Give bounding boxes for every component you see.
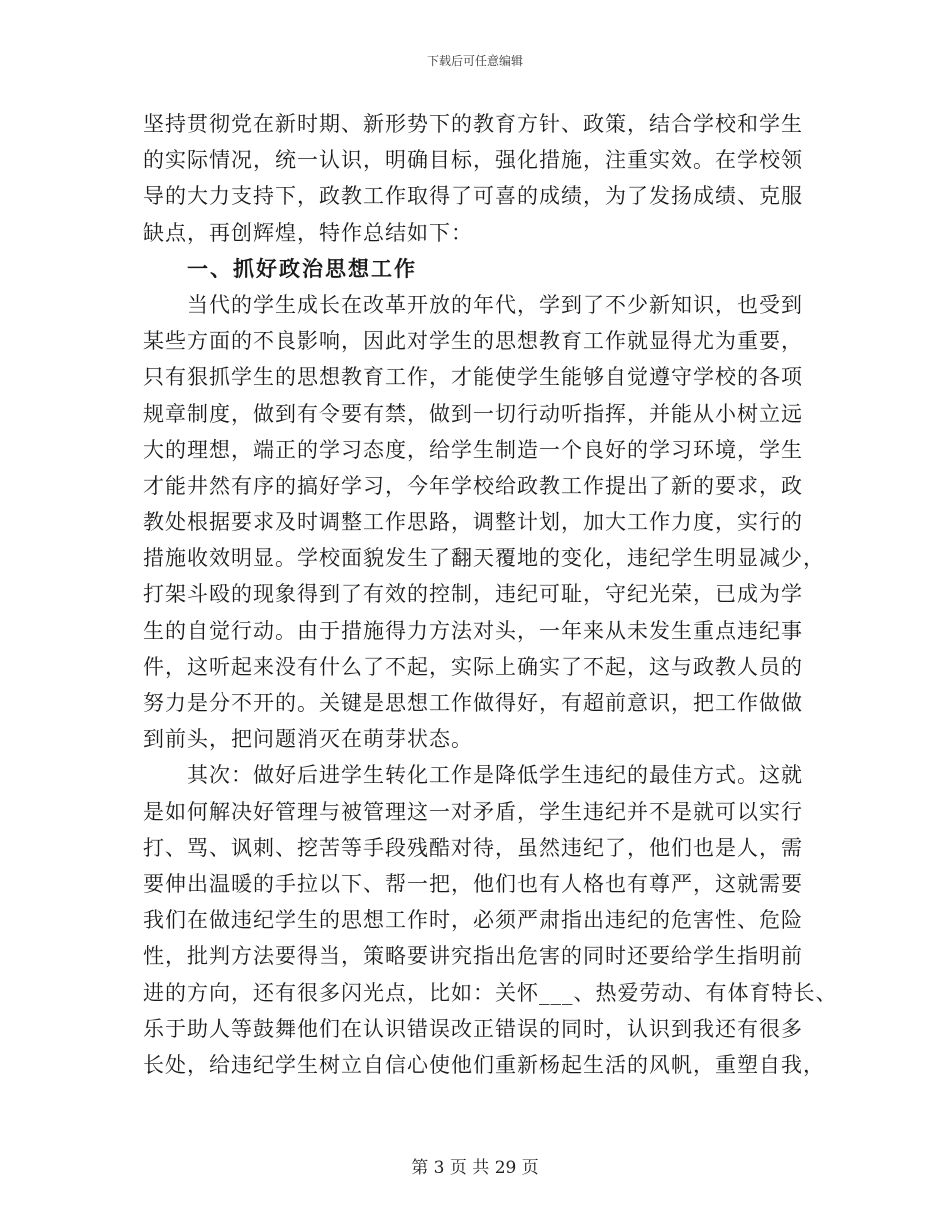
text-line: 打、骂、讽刺、挖苦等手段残酷对待，虽然违纪了，他们也是人，需 bbox=[143, 835, 803, 860]
text-line: 乐于助人等鼓舞他们在认识错误改正错误的同时，认识到我还有很多 bbox=[143, 1016, 803, 1041]
text-line: 导的大力支持下，政教工作取得了可喜的成绩，为了发扬成绩、克服 bbox=[143, 184, 803, 209]
section-heading: 一、抓好政治思想工作 bbox=[187, 255, 417, 281]
text-line: 是如何解决好管理与被管理这一对矛盾，学生违纪并不是就可以实行 bbox=[143, 799, 803, 824]
text-line: 只有狠抓学生的思想教育工作，才能使学生能够自觉遵守学校的各项 bbox=[143, 365, 803, 390]
text-line: 要伸出温暖的手拉以下、帮一把，他们也有人格也有尊严，这就需要 bbox=[143, 871, 803, 896]
text-line: 性，批判方法要得当，策略要讲究指出危害的同时还要给学生指明前 bbox=[143, 944, 803, 969]
text-line: 我们在做违纪学生的思想工作时，必须严肃指出违纪的危害性、危险 bbox=[143, 908, 803, 933]
text-line: 规章制度，做到有令要有禁，做到一切行动听指挥，并能从小树立远 bbox=[143, 401, 803, 426]
text-line: 的实际情况，统一认识，明确目标，强化措施，注重实效。在学校领 bbox=[143, 148, 803, 173]
text-line: 坚持贯彻党在新时期、新形势下的教育方针、政策，结合学校和学生 bbox=[143, 112, 803, 136]
text-line: 缺点，再创辉煌，特作总结如下： bbox=[143, 220, 473, 245]
text-line: 打架斗殴的现象得到了有效的控制，违纪可耻，守纪光荣，已成为学 bbox=[143, 582, 803, 607]
text-line: 生的自觉行动。由于措施得力方法对头，一年来从未发生重点违纪事 bbox=[143, 618, 803, 643]
text-line: 努力是分不开的。关键是思想工作做得好，有超前意识，把工作做做 bbox=[143, 691, 803, 715]
header-note: 下载后可任意编辑 bbox=[426, 54, 523, 68]
text-line: 长处，给违纪学生树立自信心使他们重新杨起生活的风帆，重塑自我， bbox=[143, 1052, 825, 1077]
page-number: 第 3 页 共 29 页 bbox=[411, 1158, 539, 1178]
paragraph-first-line: 当代的学生成长在改革开放的年代，学到了不少新知识，也受到 bbox=[187, 292, 803, 317]
text-line: 措施收效明显。学校面貌发生了翻天覆地的变化，违纪学生明显减少， bbox=[143, 546, 825, 571]
document-body bbox=[143, 106, 838, 1083]
text-line: 进的方向，还有很多闪光点，比如：关怀___、热爱劳动、有体育特长、 bbox=[143, 980, 838, 1005]
text-line: 教处根据要求及时调整工作思路，调整计划，加大工作力度，实行的 bbox=[143, 510, 803, 535]
text-line: 某些方面的不良影响，因此对学生的思想教育工作就显得尤为重要， bbox=[143, 329, 803, 354]
text-line: 才能井然有序的搞好学习，今年学校给政教工作提出了新的要求，政 bbox=[143, 473, 803, 498]
paragraph-first-line: 其次：做好后进学生转化工作是降低学生违纪的最佳方式。这就 bbox=[187, 763, 803, 788]
text-line: 件，这听起来没有什么了不起，实际上确实了不起，这与政教人员的 bbox=[143, 654, 803, 679]
text-line: 大的理想，端正的学习态度，给学生制造一个良好的学习环境，学生 bbox=[143, 437, 803, 462]
text-line: 到前头，把问题消灭在萌芽状态。 bbox=[143, 727, 473, 752]
